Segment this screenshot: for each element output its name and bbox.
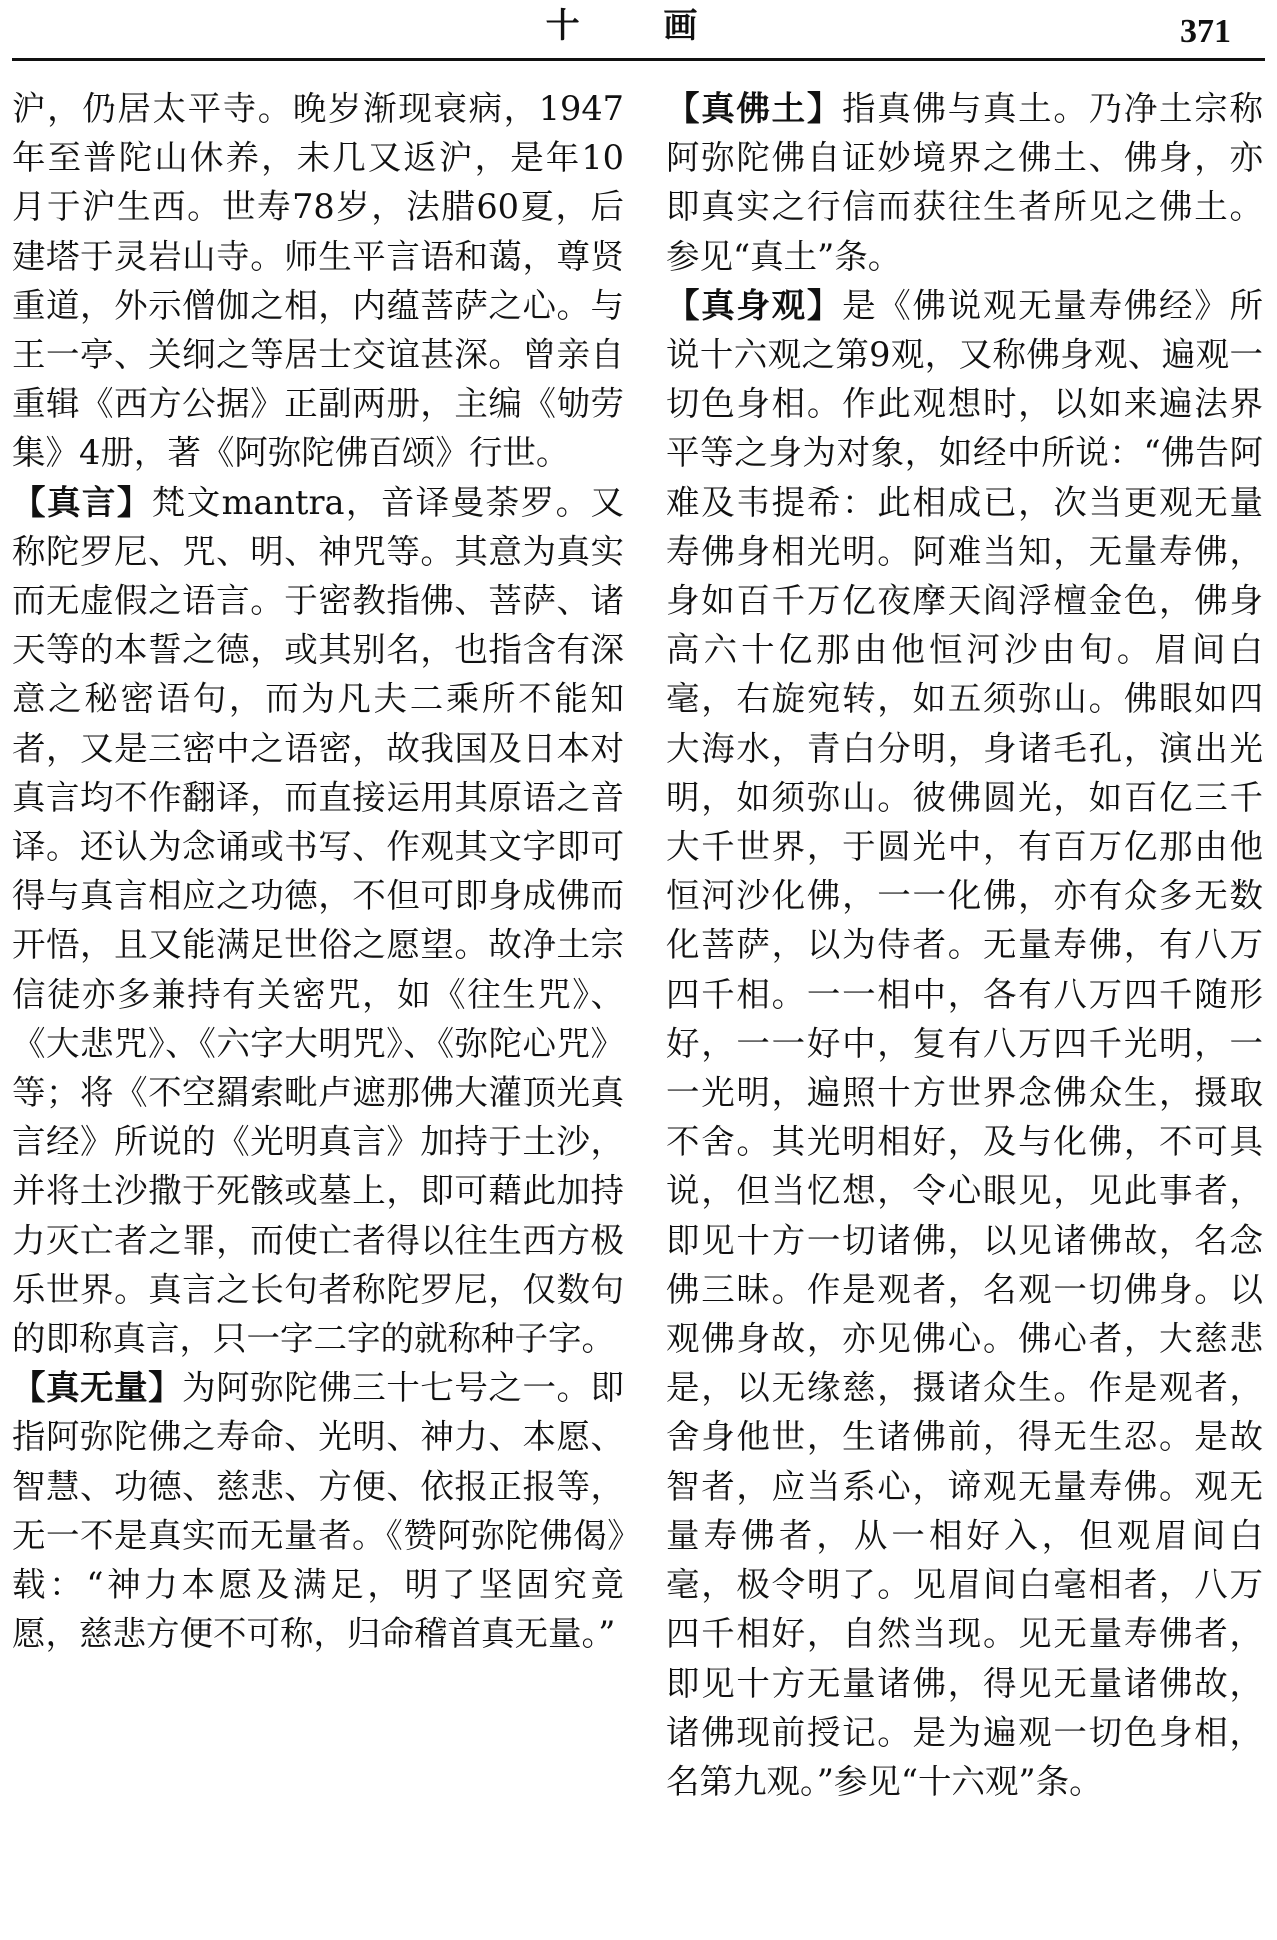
headword-open-bracket: 【 (666, 285, 702, 325)
headword-open-bracket: 【 (12, 482, 47, 522)
entry-text: 是《佛说观无量寿佛经》所说十六观之第9观，又称佛身观、遍观一切色身相。作此观想时，以如来遍法界平等之身为对象，如经中所说：“佛告阿难及韦提希：此相成已，次当更观无量寿佛身相光明。阿难当知，无量寿佛，身如百千万亿夜摩天阎浮檀金色，佛身高六十亿那由他恒河沙由旬。眉间白毫，右旋宛转，如五须弥山。佛眼如四大海水，青白分明，身诸毛孔，演出光明，如须弥山。彼佛圆光，如百亿三千大千世界，于圆光中，有百万亿那由他恒河沙化佛，一一化佛，亦有众多无数化菩萨，以为侍者。无量寿佛，有八万四千相。一一相中，各有八万四千随形好，一一好中，复有八万四千光明，一一光明，遍照十方世界念佛众生，摄取不舍。其光明相好，及与化佛，不可具说，但当忆想，令心眼见，见此事者，即见十方一切诸佛，以见诸佛故，名念佛三昧。作是观者，名观一切佛身。以观佛身故，亦见佛心。佛心者，大慈悲是，以无缘慈，摄诸众生。作是观者，舍身他世，生诸佛前，得无生忍。是故智者，应当系心，谛观无量寿佛。观无量寿佛者，从一相好入，但观眉间白毫，极令明了。见眉间白毫相者，八万四千相好，自然当现。见无量寿佛者，即见十方无量诸佛，得见无量诸佛故，诸佛现前授记。是为遍观一切色身相，名第九观。”参见“十六观”条。 (666, 285, 1263, 1801)
continuation-paragraph: 沪，仍居太平寺。晚岁渐现衰病，1947年至普陀山休养，未几又返沪，是年10月于沪生西。世寿78岁，法腊60夏，后建塔于灵岩山寺。师生平言语和蔼，尊贤重道，外示僧伽之相，内蕴菩萨之心。与王一亭、关䌹之等居士交谊甚深。曾亲自重辑《西方公据》正副两册，主编《劬劳集》4册，著《阿弥陀佛百颂》行世。 (12, 89, 624, 473)
headword-close-bracket: 】 (806, 285, 843, 325)
page-header (12, 0, 1267, 56)
headword: 真无量 (46, 1368, 149, 1408)
dictionary-entry-zhenyan (12, 478, 624, 1364)
headword-open-bracket: 【 (12, 1368, 47, 1408)
headword-close-bracket: 】 (116, 482, 152, 522)
headword: 真言 (46, 482, 117, 522)
entry-text: 梵文mantra，音译曼荼罗。又称陀罗尼、咒、明、神咒等。其意为真实而无虚假之语言。于密教指佛、菩萨、诸天等的本誓之德，或其别名，也指含有深意之秘密语句，而为凡夫二乘所不能知者，又是三密中之语密，故我国及日本对真言均不作翻译，而直接运用其原语之音译。还认为念诵或书写、作观其文字即可得与真言相应之功德，不但可即身成佛而开悟，且又能满足世俗之愿望。故净土宗信徒亦多兼持有关密咒，如《往生咒》、《大悲咒》、《六字大明咒》、《弥陀心咒》等；将《不空羂索毗卢遮那佛大灌顶光真言经》所说的《光明真言》加持于土沙，并将土沙撒于死骸或墓上，即可藉此加持力灭亡者之罪，而使亡者得以往生西方极乐世界。真言之长句者称陀罗尼，仅数句的即称真言，只一字二字的就称种子字。 (12, 482, 625, 1359)
entry-text: 指真佛与真土。乃净土宗称阿弥陀佛自证妙境界之佛土、佛身，亦即真实之行信而获往生者所见之佛土。参见“真土”条。 (666, 89, 1263, 276)
headword: 真佛土 (701, 89, 807, 128)
entry-text: 为阿弥陀佛三十七号之一。即指阿弥陀佛之寿命、光明、神力、本愿、智慧、功德、慈悲、方便、依报正报等，无一不是真实而无量者。《赞阿弥陀佛偈》载：“神力本愿及满足，明了坚固究竟愿，慈悲方便不可称，归命稽首真无量。” (12, 1368, 625, 1654)
header-rule (12, 58, 1265, 61)
dictionary-entry-zhenwuliang (12, 1363, 624, 1658)
headword-open-bracket: 【 (666, 89, 702, 128)
running-title: 十 画 (545, 6, 734, 46)
right-column (666, 84, 1263, 1806)
dictionary-entry-zhenshenguan (666, 281, 1263, 1806)
headword-close-bracket: 】 (148, 1368, 183, 1408)
left-column (12, 84, 624, 1659)
dictionary-entry-zhenfotu (666, 84, 1263, 281)
page-number: 371 (1180, 13, 1231, 50)
headword: 真身观 (701, 285, 807, 325)
headword-close-bracket: 】 (806, 89, 843, 128)
